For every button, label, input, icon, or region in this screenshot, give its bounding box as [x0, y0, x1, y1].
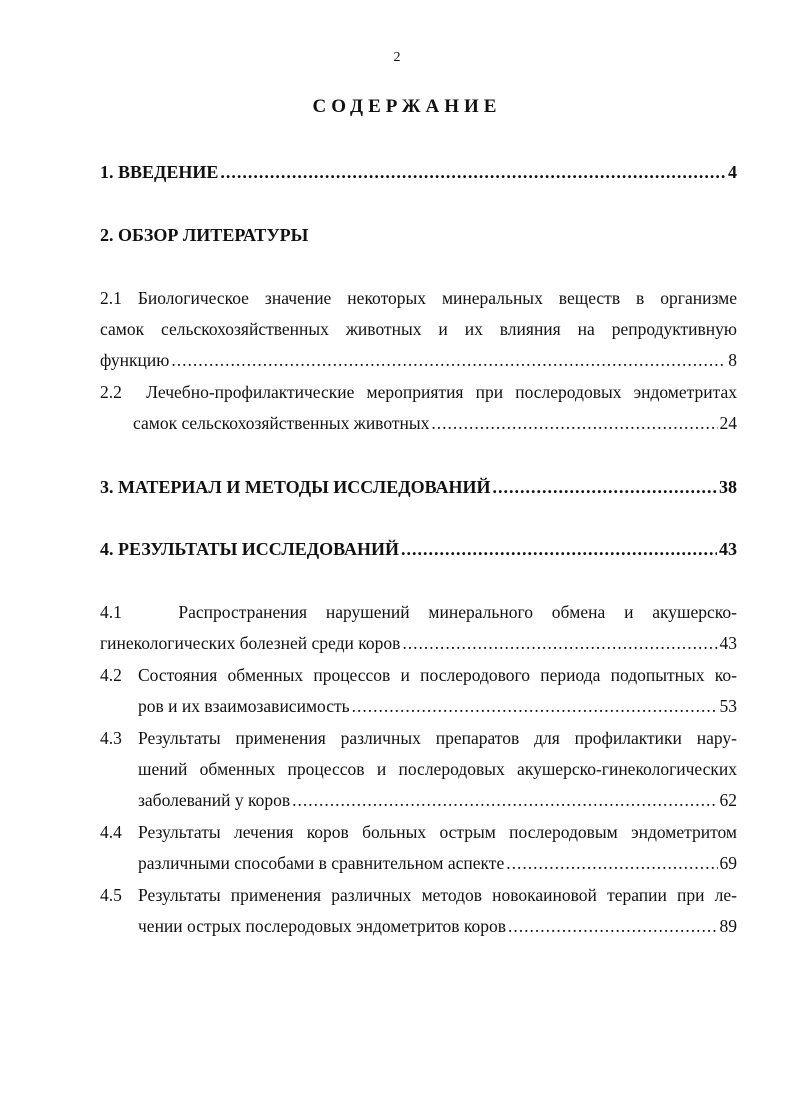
- dot-leader: [220, 161, 726, 183]
- toc-text: Результаты применения различных препаратов для профилактики нару-: [138, 728, 737, 748]
- toc-entry-4-2-line2: [138, 695, 737, 717]
- toc-text: Результаты применения различных методов новокаиновой терапии при ле-: [138, 885, 737, 905]
- toc-text: Лечебно-профилактические мероприятия при послеродовых эндометритах: [146, 382, 738, 402]
- toc-text: гинекологических болезней среди коров: [100, 633, 401, 653]
- toc-entry-2-2-line2: [133, 412, 737, 434]
- dot-leader: [506, 852, 717, 874]
- toc-entry-4-4-line2: [138, 852, 737, 874]
- toc-text: Результаты лечения коров больных острым послеродовым эндометритом: [138, 822, 737, 842]
- toc-entry-4-1-line1: [100, 601, 737, 623]
- toc-entry-results: [100, 538, 737, 560]
- toc-entry-2-1-line1: [100, 287, 737, 309]
- toc-page: 43: [719, 539, 737, 559]
- toc-text: различными способами в сравнительном аспекте: [138, 853, 505, 873]
- toc-page: 69: [719, 853, 737, 873]
- toc-entry-2-1-line2: самок сельскохозяйственных животных и их влияния на репродуктивную: [100, 319, 737, 339]
- toc-entry-4-2-line1: [100, 664, 737, 686]
- toc-entry-4-3-line3: [138, 789, 737, 811]
- dot-leader: [431, 412, 717, 434]
- toc-entry-4-3-line2: шений обменных процессов и послеродовых акушерско-гинекологических: [138, 759, 737, 779]
- toc-page: 53: [719, 696, 737, 716]
- toc-text: Биологическое значение некоторых минеральных веществ в организме: [137, 288, 737, 308]
- toc-entry-2-2-line1: [100, 381, 737, 403]
- dot-leader: [292, 789, 717, 811]
- toc-entry-materials-methods: [100, 476, 737, 498]
- toc-entry-literature-review: [100, 224, 737, 246]
- toc-entry-4-1-line2: [100, 632, 737, 654]
- toc-entry-2-1-line3: [100, 349, 737, 371]
- dot-leader: [352, 695, 718, 717]
- toc-entry-4-5-line1: [100, 884, 737, 906]
- toc-label: 3. МАТЕРИАЛ И МЕТОДЫ ИССЛЕДОВАНИЙ: [100, 477, 491, 497]
- toc-entry-4-5-line2: [138, 915, 737, 937]
- toc-text: чении острых послеродовых эндометритов коров: [138, 916, 507, 936]
- dot-leader: [492, 476, 717, 498]
- toc-entry-4-3-line1: [100, 727, 737, 749]
- toc-num: 4.5: [100, 885, 122, 905]
- toc-num: 2.2: [100, 382, 122, 402]
- toc-entry-introduction: [100, 161, 737, 183]
- toc-num: 2.1: [100, 288, 122, 308]
- toc-label: 1. ВВЕДЕНИЕ: [100, 162, 219, 182]
- toc-text: Состояния обменных процессов и послеродового периода подопытных ко-: [138, 665, 737, 685]
- toc-page: 8: [728, 350, 737, 370]
- page-number: 2: [393, 50, 401, 65]
- toc-page: 43: [719, 633, 737, 653]
- toc-label: 2. ОБЗОР ЛИТЕРАТУРЫ: [100, 225, 309, 245]
- toc-text: Распространения нарушений минерального обмена и акушерско-: [178, 602, 738, 622]
- toc-num: 4.4: [100, 822, 122, 842]
- toc-text: ров и их взаимозависимость: [138, 696, 350, 716]
- dot-leader: [508, 915, 717, 937]
- toc-text: заболеваний у коров: [138, 790, 291, 810]
- toc-page: 89: [719, 916, 737, 936]
- toc-page: 4: [728, 162, 737, 182]
- dot-leader: [401, 538, 717, 560]
- page-title: СОДЕРЖАНИЕ: [312, 96, 502, 117]
- toc-num: 4.3: [100, 728, 122, 748]
- toc-num: 4.2: [100, 665, 122, 685]
- toc-label: 4. РЕЗУЛЬТАТЫ ИССЛЕДОВАНИЙ: [100, 539, 400, 559]
- toc-page: 62: [719, 790, 737, 810]
- toc-num: 4.1: [100, 602, 122, 622]
- toc-page: 38: [719, 477, 737, 497]
- toc-page: 24: [719, 413, 737, 433]
- toc-text: функцию: [100, 350, 170, 370]
- toc-text: самок сельскохозяйственных животных: [133, 413, 430, 433]
- dot-leader: [402, 632, 717, 654]
- toc-entry-4-4-line1: [100, 821, 737, 843]
- dot-leader: [171, 349, 726, 371]
